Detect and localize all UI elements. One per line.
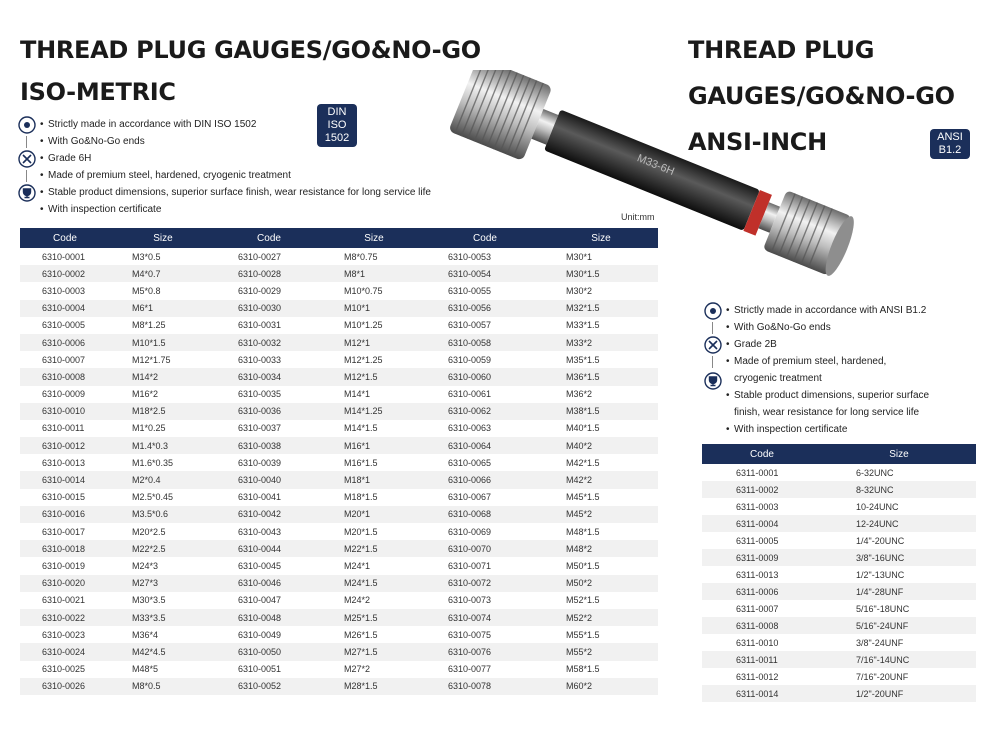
code-cell: 6310-0059 <box>448 354 492 365</box>
size-cell: M30*1.5 <box>544 265 658 282</box>
table-row <box>20 661 658 678</box>
table-row <box>20 575 658 592</box>
code-cell: 6311-0014 <box>702 685 822 702</box>
code-cell: 6310-0043 <box>238 526 282 537</box>
code-cell: 6310-0033 <box>238 354 282 365</box>
code-cell: 6310-0035 <box>238 389 282 400</box>
code-cell: 6310-0029 <box>238 285 282 296</box>
table-row <box>20 557 658 574</box>
column-header: Code <box>216 228 322 248</box>
iso-feature-text: With Go&No-Go ends <box>48 136 145 147</box>
size-cell: M27*1.5 <box>322 643 426 660</box>
code-cell: 6310-0050 <box>216 643 322 660</box>
table-row <box>20 489 658 506</box>
table-row <box>20 454 658 471</box>
table-row <box>20 300 658 317</box>
column-header: Size <box>822 444 976 464</box>
table-header-row <box>20 228 658 248</box>
iso-feature-text: Grade 6H <box>48 153 92 164</box>
table-row <box>702 600 976 617</box>
table-row <box>20 506 658 523</box>
size-cell: M8*1 <box>322 265 426 282</box>
unit-label: Unit:mm <box>621 212 655 222</box>
table-row <box>20 592 658 609</box>
iso-title-line2: ISO-METRIC <box>20 78 176 106</box>
ansi-title-line1: THREAD PLUG <box>688 36 875 64</box>
code-cell: 6310-0044 <box>216 540 322 557</box>
code-cell: 6310-0047 <box>238 595 282 606</box>
ansi-inch-table <box>702 444 976 702</box>
table-row <box>702 668 976 685</box>
code-cell: 6310-0062 <box>426 403 544 420</box>
ansi-feature-text: Strictly made in accordance with ANSI B1.2 <box>734 305 927 316</box>
size-cell: M2.5*0.45 <box>132 492 174 503</box>
code-cell: 6310-0024 <box>20 643 110 660</box>
code-cell: 6310-0073 <box>448 595 492 606</box>
size-cell: M14*1 <box>344 389 371 400</box>
code-cell: 6310-0019 <box>42 560 86 571</box>
iso-feature-item: • With inspection certificate <box>40 204 162 215</box>
iso-title-line1: THREAD PLUG GAUGES/GO&NO-GO <box>20 36 481 64</box>
size-cell: M14*1.25 <box>322 403 426 420</box>
table-row <box>702 498 976 515</box>
size-cell: M6*1 <box>110 300 216 317</box>
size-cell: M50*2 <box>544 575 658 592</box>
size-cell: M36*2 <box>566 389 593 400</box>
size-cell: M1.4*0.3 <box>110 437 216 454</box>
size-cell: M24*1.5 <box>322 575 426 592</box>
ansi-feature-list <box>704 302 929 438</box>
size-cell: M32*1.5 <box>544 300 658 317</box>
table-row <box>20 643 658 660</box>
code-cell: 6310-0032 <box>216 334 322 351</box>
code-cell: 6310-0023 <box>42 629 86 640</box>
code-cell: 6310-0015 <box>42 492 86 503</box>
table-row <box>20 351 658 368</box>
size-cell: M26*1.5 <box>344 629 378 640</box>
code-cell: 6311-0004 <box>702 515 822 532</box>
size-cell: M38*1.5 <box>544 403 658 420</box>
code-cell: 6310-0028 <box>216 265 322 282</box>
code-cell: 6310-0057 <box>448 320 492 331</box>
size-cell: M10*1 <box>322 300 426 317</box>
ansi-feature-text: With Go&No-Go ends <box>734 322 831 333</box>
code-cell: 6311-0006 <box>702 583 822 600</box>
code-cell: 6310-0063 <box>448 423 492 434</box>
table-header-row <box>702 444 976 464</box>
code-cell: 6310-0031 <box>238 320 282 331</box>
code-cell: 6310-0002 <box>20 265 110 282</box>
code-cell: 6310-0061 <box>448 389 492 400</box>
size-cell: 1/2"-13UNC <box>856 569 905 580</box>
size-cell: M18*1 <box>322 471 426 488</box>
code-cell: 6311-0005 <box>736 535 779 546</box>
table-row <box>20 403 658 420</box>
code-cell: 6311-0009 <box>702 549 822 566</box>
ansi-feature-item <box>704 404 929 421</box>
size-cell: M20*2.5 <box>132 526 166 537</box>
table-row <box>702 549 976 566</box>
size-cell: M50*1.5 <box>566 560 600 571</box>
iso-feature-list <box>18 116 431 218</box>
table-row <box>702 566 976 583</box>
size-cell: M52*1.5 <box>566 595 600 606</box>
code-cell: 6310-0006 <box>20 334 110 351</box>
table-row <box>20 523 658 540</box>
code-cell: 6310-0025 <box>42 664 86 675</box>
iso-feature-item: • Stable product dimensions, superior surface finish, wear resistance for long service life <box>40 187 431 198</box>
table-row <box>20 678 658 695</box>
size-cell: M28*1.5 <box>322 678 426 695</box>
size-cell: 8-32UNC <box>822 481 976 498</box>
ansi-feature-text: cryogenic treatment <box>734 373 822 384</box>
table-row <box>20 265 658 282</box>
code-cell: 6310-0041 <box>238 492 282 503</box>
size-cell: M8*0.5 <box>110 678 216 695</box>
size-cell: M36*1.5 <box>544 368 658 385</box>
size-cell: M60*2 <box>544 678 658 695</box>
table-row <box>702 685 976 702</box>
code-cell: 6310-0078 <box>426 678 544 695</box>
size-cell: M16*1 <box>322 437 426 454</box>
size-cell: 1/2"-20UNF <box>822 685 976 702</box>
ansi-feature-text: With inspection certificate <box>734 424 848 435</box>
size-cell: M33*2 <box>544 334 658 351</box>
ansi-feature-item: • Stable product dimensions, superior surface <box>726 390 930 401</box>
size-cell: M20*1 <box>322 506 426 523</box>
size-cell: M12*1.25 <box>344 354 383 365</box>
size-cell: M55*2 <box>544 643 658 660</box>
code-cell: 6310-0014 <box>20 471 110 488</box>
iso-feature-item: • Grade 6H <box>40 153 92 164</box>
code-cell: 6310-0071 <box>448 560 492 571</box>
code-cell: 6310-0017 <box>42 526 86 537</box>
code-cell: 6310-0027 <box>238 251 282 262</box>
size-cell: M10*0.75 <box>344 285 383 296</box>
table-row <box>702 617 976 634</box>
size-cell: M5*0.8 <box>132 285 161 296</box>
size-cell: M30*3.5 <box>132 595 166 606</box>
ansi-feature-item: • With inspection certificate <box>726 424 848 435</box>
gauge-size-label: M33-6H <box>635 152 676 179</box>
size-cell: M52*2 <box>544 609 658 626</box>
table-row <box>20 334 658 351</box>
code-cell: 6310-0008 <box>20 368 110 385</box>
code-cell: 6310-0053 <box>448 251 492 262</box>
code-cell: 6310-0046 <box>216 575 322 592</box>
iso-feature-text: Stable product dimensions, superior surface finish, wear resistance for long service life <box>48 187 431 198</box>
size-cell: 5/16"-24UNF <box>822 617 976 634</box>
code-cell: 6310-0074 <box>426 609 544 626</box>
code-cell: 6310-0012 <box>20 437 110 454</box>
column-header: Code <box>702 444 822 464</box>
size-cell: 5/16"-18UNC <box>856 603 910 614</box>
size-cell: M8*0.75 <box>344 251 378 262</box>
size-cell: M33*3.5 <box>110 609 216 626</box>
ansi-feature-text: finish, wear resistance for long service life <box>734 407 920 418</box>
code-cell: 6310-0067 <box>448 492 492 503</box>
ansi-title-line3: ANSI-INCH <box>688 128 827 156</box>
code-cell: 6310-0065 <box>448 457 492 468</box>
ansi-feature-text: Stable product dimensions, superior surface <box>734 390 930 401</box>
iso-feature-item: • With Go&No-Go ends <box>40 136 145 147</box>
table-row <box>20 471 658 488</box>
code-cell: 6310-0022 <box>20 609 110 626</box>
code-cell: 6310-0021 <box>42 595 86 606</box>
table-row <box>20 282 658 299</box>
code-cell: 6310-0037 <box>238 423 282 434</box>
table-row <box>20 420 658 437</box>
table-row <box>702 532 976 549</box>
size-cell: M18*1.5 <box>344 492 378 503</box>
code-cell: 6311-0001 <box>736 467 779 478</box>
code-cell: 6310-0054 <box>426 265 544 282</box>
code-cell: 6310-0018 <box>20 540 110 557</box>
column-header: Size <box>544 228 658 248</box>
iso-feature-text: Made of premium steel, hardened, cryogenic treatment <box>48 170 291 181</box>
code-cell: 6310-0004 <box>20 300 110 317</box>
table-row <box>20 609 658 626</box>
code-cell: 6310-0072 <box>426 575 544 592</box>
iso-feature-item: • Strictly made in accordance with DIN ISO 1502 <box>40 119 257 130</box>
size-cell: M30*2 <box>566 285 593 296</box>
ansi-feature-item <box>704 370 929 387</box>
table-row <box>702 481 976 498</box>
code-cell: 6310-0052 <box>216 678 322 695</box>
code-cell: 6310-0039 <box>238 457 282 468</box>
code-cell: 6310-0068 <box>426 506 544 523</box>
code-cell: 6310-0040 <box>216 471 322 488</box>
column-header: Size <box>322 228 426 248</box>
code-cell: 6310-0048 <box>216 609 322 626</box>
code-cell: 6311-0012 <box>736 671 779 682</box>
code-cell: 6310-0056 <box>426 300 544 317</box>
code-cell: 6310-0051 <box>238 664 282 675</box>
code-cell: 6310-0076 <box>426 643 544 660</box>
size-cell: M14*1.5 <box>344 423 378 434</box>
size-cell: M45*1.5 <box>566 492 600 503</box>
size-cell: M55*1.5 <box>566 629 600 640</box>
size-cell: M12*1.5 <box>322 368 426 385</box>
code-cell: 6310-0064 <box>426 437 544 454</box>
size-cell: M25*1.5 <box>322 609 426 626</box>
size-cell: M2*0.4 <box>110 471 216 488</box>
size-cell: M20*1.5 <box>344 526 378 537</box>
table-row <box>702 515 976 532</box>
ansi-feature-item: • Made of premium steel, hardened, <box>726 356 887 367</box>
column-header: Code <box>426 228 544 248</box>
size-cell: M22*1.5 <box>322 540 426 557</box>
size-cell: M16*1.5 <box>344 457 378 468</box>
code-cell: 6310-0009 <box>42 389 86 400</box>
iso-feature-text: Strictly made in accordance with DIN ISO 1502 <box>48 119 257 130</box>
code-cell: 6310-0003 <box>42 285 86 296</box>
code-cell: 6311-0010 <box>736 637 779 648</box>
size-cell: M40*1.5 <box>566 423 600 434</box>
code-cell: 6310-0070 <box>426 540 544 557</box>
size-cell: M8*1.25 <box>132 320 166 331</box>
table-row <box>702 634 976 651</box>
code-cell: 6310-0034 <box>216 368 322 385</box>
table-row <box>702 464 976 481</box>
table-row <box>20 317 658 334</box>
code-cell: 6310-0007 <box>42 354 86 365</box>
code-cell: 6310-0010 <box>20 403 110 420</box>
size-cell: M27*3 <box>110 575 216 592</box>
code-cell: 6310-0077 <box>448 664 492 675</box>
code-cell: 6310-0066 <box>426 471 544 488</box>
code-cell: 6310-0038 <box>216 437 322 454</box>
size-cell: 3/8"-16UNC <box>822 549 976 566</box>
code-cell: 6311-0002 <box>702 481 822 498</box>
code-cell: 6310-0049 <box>238 629 282 640</box>
ansi-feature-text: Grade 2B <box>734 339 777 350</box>
size-cell: M36*4 <box>132 629 159 640</box>
code-cell: 6310-0020 <box>20 575 110 592</box>
code-cell: 6310-0060 <box>426 368 544 385</box>
code-cell: 6310-0026 <box>20 678 110 695</box>
size-cell: M42*1.5 <box>566 457 600 468</box>
size-cell: 7/16"-20UNF <box>856 671 909 682</box>
size-cell: 12-24UNC <box>822 515 976 532</box>
code-cell: 6310-0016 <box>20 506 110 523</box>
table-row <box>20 386 658 403</box>
size-cell: M3.5*0.6 <box>110 506 216 523</box>
size-cell: M42*4.5 <box>110 643 216 660</box>
ansi-badge-line1: ANSI <box>937 131 963 143</box>
code-cell: 6311-0003 <box>736 501 779 512</box>
ansi-feature-item: • With Go&No-Go ends <box>726 322 831 333</box>
code-cell: 6310-0011 <box>42 423 85 434</box>
code-cell: 6310-0001 <box>42 251 86 262</box>
ansi-badge <box>930 129 970 159</box>
iso-feature-item: • Made of premium steel, hardened, cryogenic treatment <box>40 170 291 181</box>
size-cell: M22*2.5 <box>110 540 216 557</box>
size-cell: M1.6*0.35 <box>132 457 174 468</box>
table-row <box>702 583 976 600</box>
size-cell: M10*1.5 <box>110 334 216 351</box>
ansi-feature-text: Made of premium steel, hardened, <box>734 356 887 367</box>
size-cell: M24*2 <box>344 595 371 606</box>
size-cell: M24*3 <box>132 560 159 571</box>
size-cell: M14*2 <box>110 368 216 385</box>
size-cell: M35*1.5 <box>566 354 600 365</box>
size-cell: 1/4"-20UNC <box>856 535 905 546</box>
column-header: Size <box>110 228 216 248</box>
size-cell: M58*1.5 <box>566 664 600 675</box>
code-cell: 6311-0007 <box>736 603 779 614</box>
table-row <box>20 368 658 385</box>
code-cell: 6310-0013 <box>42 457 86 468</box>
code-cell: 6310-0055 <box>448 285 492 296</box>
code-cell: 6310-0075 <box>448 629 492 640</box>
din-badge-line1: DIN ISO <box>327 106 347 131</box>
code-cell: 6310-0069 <box>448 526 492 537</box>
size-cell: M16*2 <box>132 389 159 400</box>
table-row <box>20 248 658 265</box>
size-cell: 7/16"-14UNC <box>822 651 976 668</box>
iso-metric-table <box>20 228 658 695</box>
size-cell: M48*1.5 <box>566 526 600 537</box>
size-cell: M12*1 <box>322 334 426 351</box>
size-cell: M10*1.25 <box>344 320 383 331</box>
table-row <box>702 651 976 668</box>
size-cell: 1/4"-28UNF <box>822 583 976 600</box>
size-cell: 3/8"-24UNF <box>856 637 904 648</box>
code-cell: 6311-0008 <box>702 617 822 634</box>
size-cell: 10-24UNC <box>856 501 899 512</box>
size-cell: M48*5 <box>132 664 159 675</box>
table-row <box>20 626 658 643</box>
size-cell: M48*2 <box>544 540 658 557</box>
size-cell: M18*2.5 <box>110 403 216 420</box>
code-cell: 6310-0058 <box>426 334 544 351</box>
din-badge-line2: 1502 <box>324 132 350 144</box>
size-cell: M1*0.25 <box>132 423 166 434</box>
size-cell: M3*0.5 <box>132 251 161 262</box>
code-cell: 6311-0011 <box>702 651 822 668</box>
size-cell: M12*1.75 <box>132 354 171 365</box>
size-cell: M33*1.5 <box>566 320 600 331</box>
table-row <box>20 437 658 454</box>
iso-feature-text: With inspection certificate <box>48 204 162 215</box>
ansi-title-line2: GAUGES/GO&NO-GO <box>688 82 955 110</box>
code-cell: 6310-0030 <box>216 300 322 317</box>
size-cell: M30*1 <box>566 251 593 262</box>
code-cell: 6310-0005 <box>42 320 86 331</box>
column-header: Code <box>20 228 110 248</box>
size-cell: M45*2 <box>544 506 658 523</box>
size-cell: M24*1 <box>344 560 371 571</box>
size-cell: M40*2 <box>544 437 658 454</box>
code-cell: 6310-0042 <box>216 506 322 523</box>
size-cell: M4*0.7 <box>110 265 216 282</box>
code-cell: 6310-0036 <box>216 403 322 420</box>
code-cell: 6311-0013 <box>736 569 779 580</box>
ansi-badge-line2: B1.2 <box>938 144 962 156</box>
ansi-feature-item: • Grade 2B <box>726 339 777 350</box>
table-row <box>20 540 658 557</box>
size-cell: 6-32UNC <box>856 467 894 478</box>
code-cell: 6310-0045 <box>238 560 282 571</box>
size-cell: M27*2 <box>344 664 371 675</box>
ansi-feature-item: • Strictly made in accordance with ANSI B1.2 <box>726 305 927 316</box>
size-cell: M42*2 <box>544 471 658 488</box>
